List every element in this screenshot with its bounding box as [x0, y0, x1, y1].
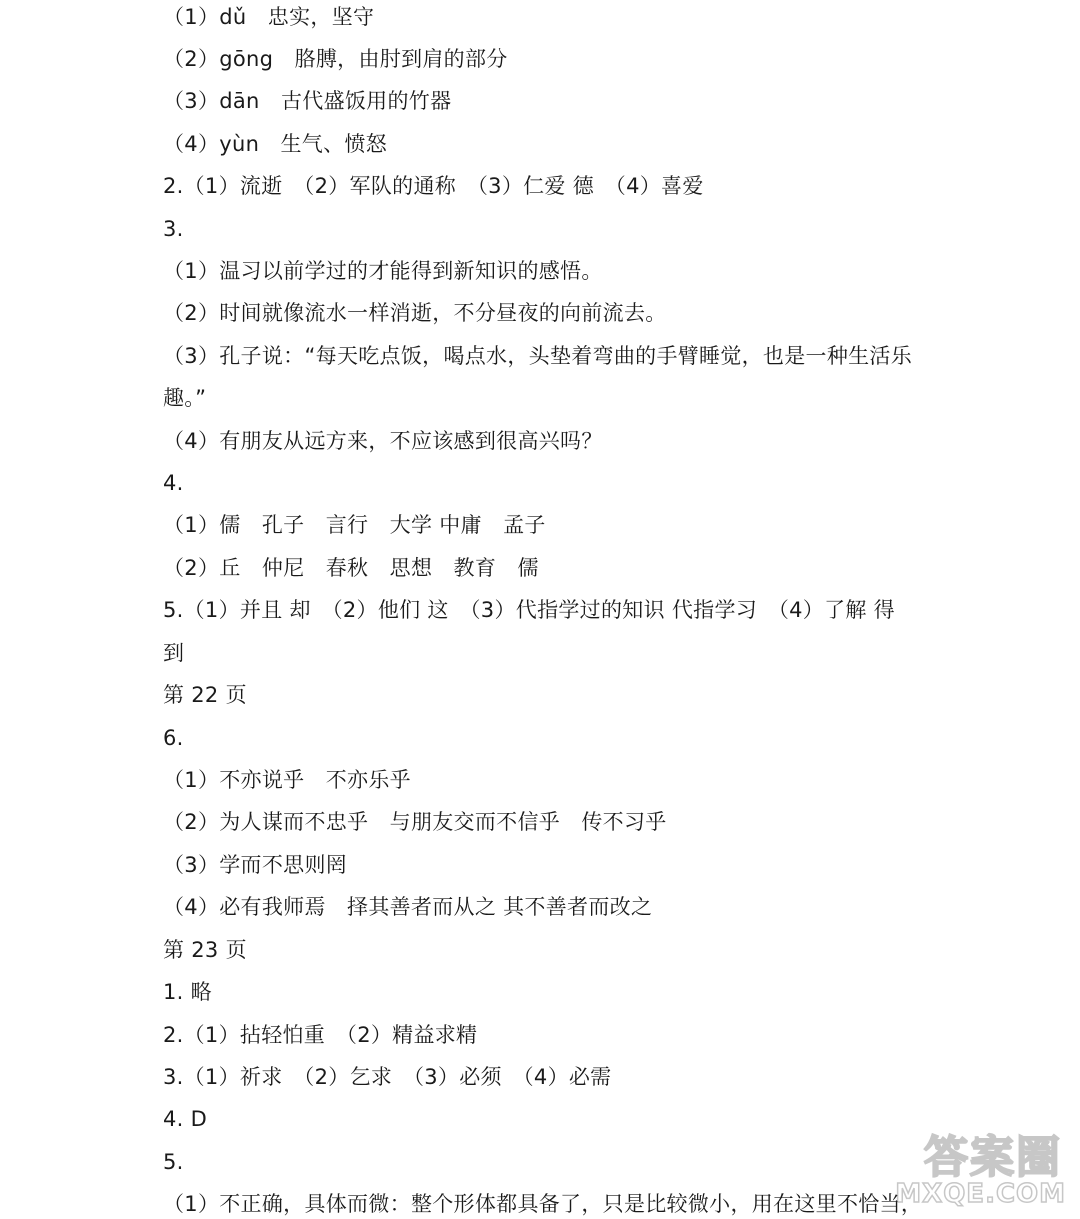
- watermark-text-en: MXQE.COM: [895, 1179, 1066, 1209]
- answer-line: 5.（1）并且 却 （2）他们 这 （3）代指学过的知识 代指学习 （4）了解 得: [163, 598, 895, 622]
- watermark-logo: [882, 1113, 1072, 1213]
- answer-line: 趣。”: [163, 386, 207, 410]
- question-number: 3.: [163, 217, 184, 241]
- page-heading: 第 23 页: [163, 938, 247, 962]
- answer-line: （1）dǔ 忠实，坚守: [163, 5, 375, 29]
- answer-line: （1）不正确，具体而微：整个形体都具备了，只是比较微小，用在这里不恰当，: [163, 1192, 923, 1216]
- answer-line: （2）丘 仲尼 春秋 思想 教育 儒: [163, 556, 539, 580]
- question-number: 4.: [163, 471, 184, 495]
- answer-line: （3）学而不思则罔: [163, 853, 348, 877]
- answer-line: （2）为人谋而不忠乎 与朋友交而不信乎 传不习乎: [163, 810, 667, 834]
- watermark-text-cn: 答案圈: [924, 1132, 1062, 1183]
- answer-line: 到: [163, 641, 185, 665]
- answer-line: （2）gōng 胳膊，由肘到肩的部分: [163, 47, 508, 71]
- answer-line: （3）孔子说：“每天吃点饭，喝点水，头垫着弯曲的手臂睡觉，也是一种生活乐: [163, 344, 913, 368]
- question-number: 5.: [163, 1150, 184, 1174]
- answer-line: （4）yùn 生气、愤怒: [163, 132, 388, 156]
- answer-line: （1）儒 孔子 言行 大学 中庸 孟子: [163, 513, 546, 537]
- answer-line: （3）dān 古代盛饭用的竹器: [163, 89, 452, 113]
- answer-line: 2.（1）拈轻怕重 （2）精益求精: [163, 1023, 478, 1047]
- answer-line: （4）有朋友从远方来，不应该感到很高兴吗？: [163, 429, 603, 453]
- answer-line: （2）时间就像流水一样消逝，不分昼夜的向前流去。: [163, 301, 667, 325]
- answer-line: 4. D: [163, 1107, 208, 1131]
- answer-line: 3.（1）祈求 （2）乞求 （3）必须 （4）必需: [163, 1065, 612, 1089]
- answer-line: （1）不亦说乎 不亦乐乎: [163, 768, 411, 792]
- answer-line: 1. 略: [163, 980, 212, 1004]
- page-heading: 第 22 页: [163, 683, 247, 707]
- question-number: 6.: [163, 726, 184, 750]
- answer-line: （4）必有我师焉 择其善者而从之 其不善者而改之: [163, 895, 653, 919]
- answer-line: （1）温习以前学过的才能得到新知识的感悟。: [163, 259, 603, 283]
- answer-line: 2.（1）流逝 （2）军队的通称 （3）仁爱 德 （4）喜爱: [163, 174, 704, 198]
